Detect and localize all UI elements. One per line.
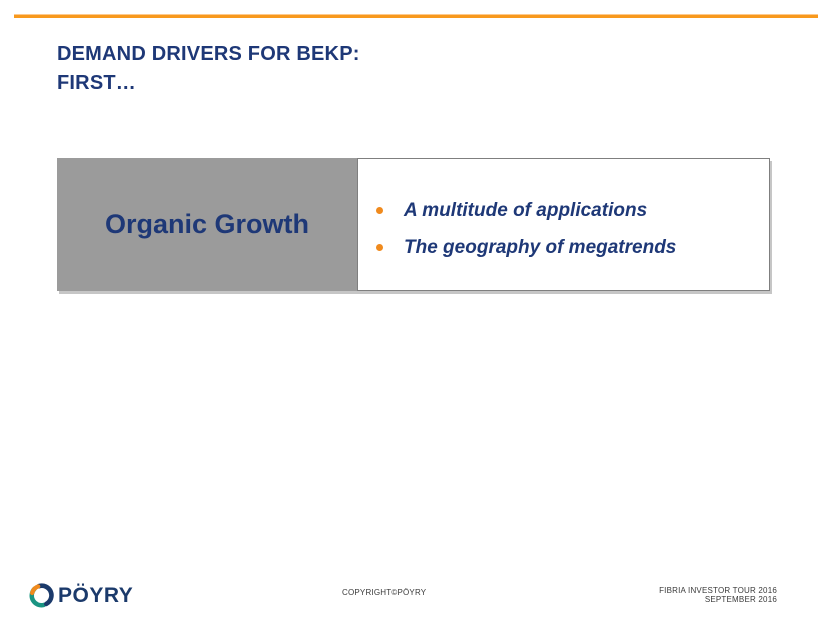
bullet-text: The geography of megatrends	[404, 236, 677, 258]
page-title-line1: DEMAND DRIVERS FOR BEKP:	[57, 43, 360, 65]
page-title	[57, 40, 360, 98]
organic-growth-label: Organic Growth	[104, 209, 310, 239]
footer-copyright: COPYRIGHT©PÖYRY	[342, 588, 427, 597]
footer-event	[659, 586, 777, 604]
orange-dot-icon	[376, 244, 383, 251]
orange-dot-icon	[376, 207, 383, 214]
bullet-panel	[357, 158, 770, 291]
content-box	[57, 158, 770, 291]
top-orange-rule	[14, 14, 818, 18]
footer-event-line2: SEPTEMBER 2016	[704, 595, 777, 604]
organic-growth-panel	[57, 158, 357, 291]
footer-event-line1: FIBRIA INVESTOR TOUR 2016	[659, 586, 777, 595]
poyry-logo	[28, 582, 133, 609]
poyry-logo-text: PÖYRY	[58, 583, 134, 607]
bullet-item	[374, 192, 769, 229]
bullet-item	[374, 229, 769, 266]
bullet-list	[374, 192, 769, 266]
poyry-sphere-icon	[28, 582, 55, 609]
bullet-text: A multitude of applications	[404, 199, 648, 221]
page-title-line2: FIRST…	[57, 72, 136, 94]
